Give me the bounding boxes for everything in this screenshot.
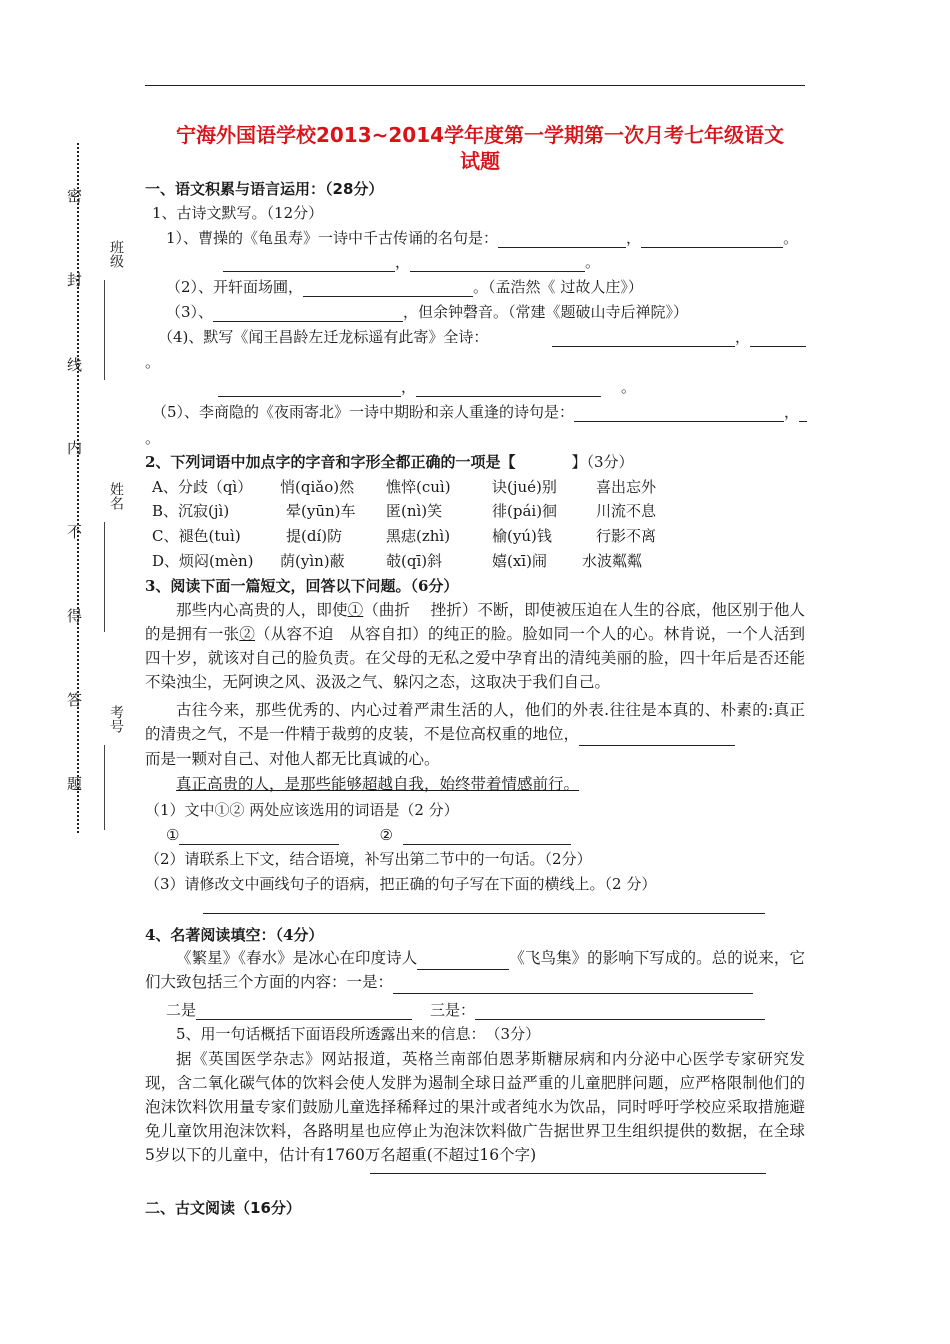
answer-blank[interactable] (498, 231, 626, 248)
marker-1: ① (347, 601, 364, 619)
answer-blank[interactable] (393, 977, 753, 994)
comma: ， (626, 229, 642, 247)
q4-line1 (145, 946, 805, 994)
answer-blank[interactable] (799, 405, 807, 422)
seal-char: 线 (67, 356, 83, 374)
q3-sub2: （2）请联系上下文，结合语境，补写出第二节中的一句话。（2分） (145, 850, 592, 868)
answer-blank[interactable] (303, 280, 473, 297)
answer-blank[interactable] (196, 1003, 412, 1020)
seal-char: 不 (67, 523, 83, 541)
comma: ， (735, 328, 751, 346)
option-word: 喜出忘外 (596, 478, 657, 496)
answer-blank[interactable] (475, 1003, 765, 1020)
option-word: 徘(pái)徊 (492, 502, 558, 520)
q1-label: 1、古诗文默写。（12分） (152, 204, 324, 222)
option-word: C、褪色(tuì) (152, 527, 241, 545)
answer-blank[interactable] (641, 231, 783, 248)
seal-char: 题 (67, 775, 83, 793)
text: 《飞鸟集》的影响下写成的。总的说来，它们大致包括三个方面的内容：一是： (145, 949, 805, 991)
q1-3-source: ，但余钟磬音。（常建《题破山寺后禅院》） (403, 303, 689, 321)
period: 。 (783, 229, 799, 247)
q3: 3、阅读下面一篇短文，回答以下问题。（6分） (145, 577, 459, 595)
answer-blank[interactable] (417, 953, 509, 970)
option-word: 匿(nì)笑 (386, 502, 443, 520)
option-word: 榆(yú)钱 (492, 527, 552, 545)
marker-2: ② (379, 826, 393, 844)
seal-char: 封 (67, 271, 83, 289)
answer-blank[interactable] (416, 380, 601, 397)
answer-blank[interactable] (410, 255, 585, 272)
q2 (145, 452, 634, 472)
q2-text: 2、下列词语中加点字的字音和字形全都正确的一项是【 (145, 453, 516, 471)
q3-paragraph-2-end: 而是一颗对自己、对他人都无比真诚的心。 (145, 750, 440, 768)
comma: ， (401, 378, 417, 396)
q3-sub1: （1）文中①② 两处应该选用的词语是（2 分） (145, 801, 459, 819)
comma: ， (784, 403, 800, 421)
text: 的纯正的脸。脸如同一个人的心。林肯说，一个人活到四十岁，就该对自己的脸负责。在父母的无私之爱中孕育出的清纯美丽的脸，四十年后是否还能不染浊尘，无阿谀之风、汲汲之气、躲闪之态，这取决于我们自己。 (145, 625, 805, 691)
option-word: 荫(yìn)蔽 (280, 552, 345, 570)
choice-2: （从容不迫 从容自扣） (255, 625, 428, 643)
answer-blank[interactable] (213, 305, 403, 322)
option-word: 悄(qiǎo)然 (280, 478, 355, 496)
seal-char: 答 (67, 691, 83, 709)
q1-4-line2 (218, 377, 636, 397)
period: 。 (585, 253, 601, 271)
comma: ， (395, 253, 411, 271)
q1-4-period: 。 (145, 353, 161, 371)
q1-2-text: （2）、开轩面场圃， (166, 278, 304, 296)
option-word: B、沉寂(jì) (152, 502, 230, 520)
option-word: 憔悴(cuì) (386, 478, 451, 496)
marker-1: ① (166, 826, 180, 844)
option-word: 攲(qī)斜 (386, 552, 443, 570)
text: 二是 (166, 1001, 197, 1019)
option-word: D、烦闷(mèn) (152, 552, 254, 570)
q1-4-text: （4)、默写《闻王昌龄左迁龙标遥有此寄》全诗： (158, 328, 489, 346)
option-word: 川流不息 (596, 502, 657, 520)
q1-3 (166, 302, 688, 322)
page-title: 宁海外国语学校2013~2014学年度第一学期第一次月考七年级语文 (175, 123, 785, 147)
q1-1-text: 1）、曹操的《龟虽寿》一诗中千古传诵的名句是： (166, 229, 499, 247)
q1-5 (152, 402, 807, 422)
q5: 5、用一句话概括下面语段所透露出来的信息： （3分） (176, 1025, 541, 1043)
name-field-line (104, 522, 105, 632)
q1-4-blanks (552, 327, 806, 347)
text: 古往今来，那些优秀的、内心过着严肃生活的人，他们的外表.往往是本真的、朴素的:真正的清贵之气，不是一件精于裁剪的皮装，不是位高权重的地位， (145, 701, 805, 743)
q1-2-source: 。（孟浩然《 过故人庄》） (473, 278, 643, 296)
answer-blank[interactable] (552, 330, 735, 347)
option-word: 嬉(xī)闹 (492, 552, 547, 570)
answer-blank[interactable] (403, 828, 571, 845)
exam-number-field-line (104, 745, 105, 830)
text: 不断，即使被压迫在人生的谷底，他区别于他人的是拥有一张 (145, 601, 805, 643)
option-word: 水波粼粼 (582, 552, 643, 570)
q1-5-period: 。 (145, 429, 161, 447)
section2-heading: 二、古文阅读（16分） (145, 1199, 301, 1217)
q3-sub3: （3）请修改文中画线句子的语病，把正确的句子写在下面的横线上。（2 分） (145, 875, 657, 893)
option-word: A、分歧（qì） (152, 478, 253, 496)
name-label: 姓名 (108, 482, 124, 510)
class-field-line (104, 280, 105, 380)
period: 。 (621, 378, 637, 396)
marker-2: ② (239, 625, 256, 643)
q2-score: 】（3分） (571, 453, 634, 471)
answer-blank[interactable] (574, 405, 784, 422)
answer-blank[interactable] (750, 330, 806, 347)
option-word: 提(dí)防 (286, 527, 343, 545)
section1-heading: 一、语文积累与语言运用：（28分） (145, 180, 384, 198)
exam-number-label: 考号 (108, 705, 124, 733)
seal-char: 密 (67, 187, 83, 205)
q3-paragraph-2 (145, 698, 805, 746)
option-word: 行影不离 (596, 527, 657, 545)
q3-sub3-answer-line[interactable] (203, 913, 765, 914)
underlined-text: 真正高贵的人，是那些能够超越自我，始终带着情感前行。 (176, 775, 580, 793)
option-word: 诀(jué)别 (492, 478, 557, 496)
binding-dotted-line (77, 143, 79, 833)
q4-line2 (166, 1000, 765, 1020)
q5-passage: 据《英国医学杂志》网站报道，英格兰南部伯恩茅斯糖尿病和内分泌中心医学专家研究发现，含二氧化碳气体的饮料会使人发胖为遏制全球日益严重的儿童肥胖问题，应严格限制他们的泡沫饮料饮用量专家们鼓励儿童选择稀释过的果汁或者纯水为饮品，同时呼吁学校应采取措施避免儿童饮用泡沫饮料，各路明星也应停止为泡沫饮料做广告据世界卫生组织提供的数据，在全球5岁以下的儿童中，估计有1760万名超重(不超过16个字) (145, 1050, 805, 1164)
choice-1: （曲折 挫折） (363, 601, 478, 619)
seal-char: 内 (67, 439, 83, 457)
q1-1-line2 (223, 252, 600, 272)
top-rule (145, 85, 805, 86)
page-title-line2: 试题 (460, 149, 500, 173)
class-label: 班级 (108, 240, 124, 268)
q3-sub1-answers (166, 825, 571, 845)
q1-4 (158, 327, 488, 347)
text: 那些内心高贵的人，即使 (176, 601, 348, 619)
q3-underlined-sentence (176, 774, 579, 794)
q1-2 (166, 277, 643, 297)
text: 三是： (430, 1001, 476, 1019)
option-word: 晕(yūn)车 (286, 502, 356, 520)
q1-1 (166, 228, 798, 248)
answer-blank[interactable] (179, 828, 339, 845)
q3-paragraph-1 (145, 598, 805, 694)
text: 《繁星》《春水》是冰心在印度诗人 (176, 949, 418, 967)
q4: 4、名著阅读填空：（4分） (145, 926, 324, 944)
option-word: 黑痣(zhì) (386, 527, 451, 545)
q5-answer-line[interactable] (370, 1173, 766, 1174)
answer-blank[interactable] (223, 255, 395, 272)
seal-char: 得 (67, 607, 83, 625)
q1-3-text: （3）、 (166, 303, 214, 321)
answer-blank[interactable] (579, 729, 735, 746)
answer-blank[interactable] (218, 380, 401, 397)
q1-5-text: （5）、李商隐的《夜雨寄北》一诗中期盼和亲人重逢的诗句是： (152, 403, 575, 421)
